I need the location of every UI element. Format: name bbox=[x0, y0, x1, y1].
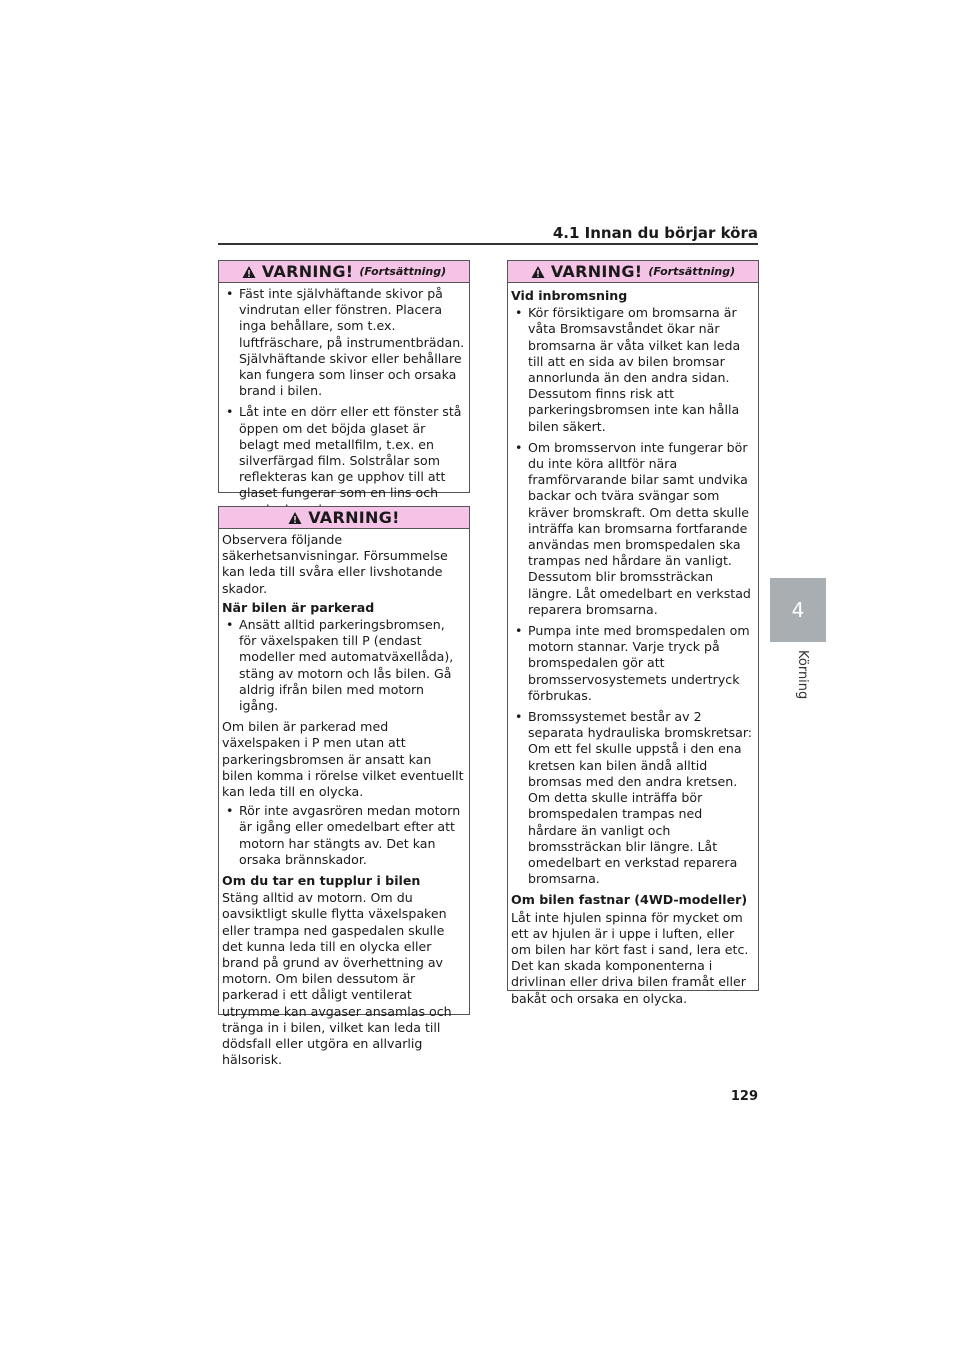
list-item: • Låt inte en dörr eller ett fönster stå öppen om det böjda glaset är belagt med metallfilm, t.ex. en silverfärgad film. Solstrålar som reflekteras kan ge upphov till att glaset fungerar som en lins och bbox=[222, 404, 465, 517]
warning-triangle-icon bbox=[531, 265, 545, 279]
chapter-tab bbox=[770, 578, 826, 642]
warning-title: VARNING! bbox=[550, 262, 643, 281]
subheading-braking: Vid inbromsning bbox=[511, 288, 628, 303]
warning-box-continued-left bbox=[218, 260, 470, 501]
warning-list bbox=[222, 286, 465, 518]
warning-header bbox=[219, 261, 469, 283]
warning-list bbox=[222, 803, 465, 868]
list-item: • Bromssystemet består av 2 separata hydrauliska bromskretsar: Om ett fel skulle uppstå i den ena kretsen kan bilen ändå alltid bromsas med den andra kretsen. Om detta skulle inträffa bör bromspedalen trampas ned hårdare än vanligt och bromssträckan blir längre. Låt omedelbart en verkstad reparera bromsarna. bbox=[511, 709, 754, 887]
list-item: • Rör inte avgasrören medan motorn är igång eller omedelbart efter att motorn har stängts av. Det kan orsaka brännskador. bbox=[222, 803, 465, 868]
warning-body bbox=[508, 283, 758, 1016]
list-item: • Fäst inte självhäftande skivor på vindrutan eller fönstren. Placera inga behållare, som t.ex. luftfräschare, på instrumentbrädan. Självhäftande skivor eller behållare kan fungera som linser och orsaka brand i bilen. bbox=[222, 286, 465, 399]
page-number: 129 bbox=[730, 1089, 758, 1104]
warning-intro: Observera följande säkerhetsanvisningar. Försummelse kan leda till svåra eller livshotande skador. bbox=[222, 532, 448, 596]
subheading-parked: När bilen är parkerad bbox=[222, 599, 375, 615]
warning-box-continued-right bbox=[507, 260, 759, 1006]
warning-triangle-icon bbox=[288, 511, 302, 525]
header-divider bbox=[218, 243, 758, 245]
warning-title: VARNING! bbox=[308, 508, 400, 527]
section-title: 4.1 Innan du börjar köra bbox=[552, 224, 758, 242]
chapter-label: Körning bbox=[795, 650, 810, 700]
subheading-nap: Om du tar en tupplur i bilen bbox=[222, 873, 421, 889]
list-item: • Kör försiktigare om bromsarna är våta Bromsavståndet ökar när bromsarna är våta vilket kan leda till att en sida av bilen bromsar annorlunda än den andra sidan. Dessutom finns risk att parkeringsbromsen inte kan hålla bilen säkert. bbox=[511, 305, 754, 435]
list-item: • Ansätt alltid parkeringsbromsen, för växelspaken till P (endast modeller med automatväxellåda), stäng av motorn och lås bilen. Gå aldrig ifrån bilen med motorn igång. bbox=[222, 617, 465, 714]
subheading-stuck: Om bilen fastnar (4WD-modeller) bbox=[511, 892, 748, 908]
paragraph: Stäng alltid av motorn. Om du oavsiktligt skulle flytta växelspaken eller trampa ned gaspedalen skulle det kunna leda till en olycka eller brand på grund av överhettning av motorn. Om bilen dessutom är parkerad i ett dåligt ventilerat utrymme kan avgaser ansamlas och tränga in i bilen, vilket kan leda till dödsfall eller utgöra en allvarlig hälsorisk. bbox=[222, 890, 452, 1068]
warning-list bbox=[511, 305, 754, 887]
warning-list bbox=[222, 617, 465, 714]
warning-body bbox=[219, 283, 469, 529]
warning-subtitle: (Fortsättning) bbox=[648, 265, 736, 278]
warning-box-parking bbox=[218, 506, 470, 1068]
paragraph: Om bilen är parkerad med växelspaken i P men utan att parkeringsbromsen är ansatt kan bilen komma i rörelse vilket eventuellt kan leda till en olycka. bbox=[222, 719, 464, 800]
list-item: • Om bromsservon inte fungerar bör du inte köra alltför nära framförvarande bilar samt undvika backar och tvära svängar som kräver bromskraft. Om detta skulle inträffa kan bromsarna fortfarande användas men bromspedalen ska trampas ned hårdare än vanligt. Dessutom blir bromssträckan längre. Låt omedelbart en verkstad reparera bromsarna. bbox=[511, 440, 754, 618]
paragraph: Låt inte hjulen spinna för mycket om ett av hjulen är i uppe i luften, eller om bilen har kört fast i sand, lera etc. Det kan skada komponenterna i drivlinan eller driva bilen framåt eller bakåt och orsaka en olycka. bbox=[511, 909, 749, 1006]
warning-triangle-icon bbox=[242, 265, 256, 279]
list-item: • Pumpa inte med bromspedalen om motorn stannar. Varje tryck på bromspedalen gör att bromsservosystemets undertryck förbrukas. bbox=[511, 623, 754, 704]
warning-body bbox=[219, 529, 469, 1078]
warning-title: VARNING! bbox=[261, 262, 354, 281]
warning-header bbox=[219, 507, 469, 529]
warning-header bbox=[508, 261, 758, 283]
warning-subtitle: (Fortsättning) bbox=[359, 265, 447, 278]
chapter-number: 4 bbox=[791, 598, 805, 622]
